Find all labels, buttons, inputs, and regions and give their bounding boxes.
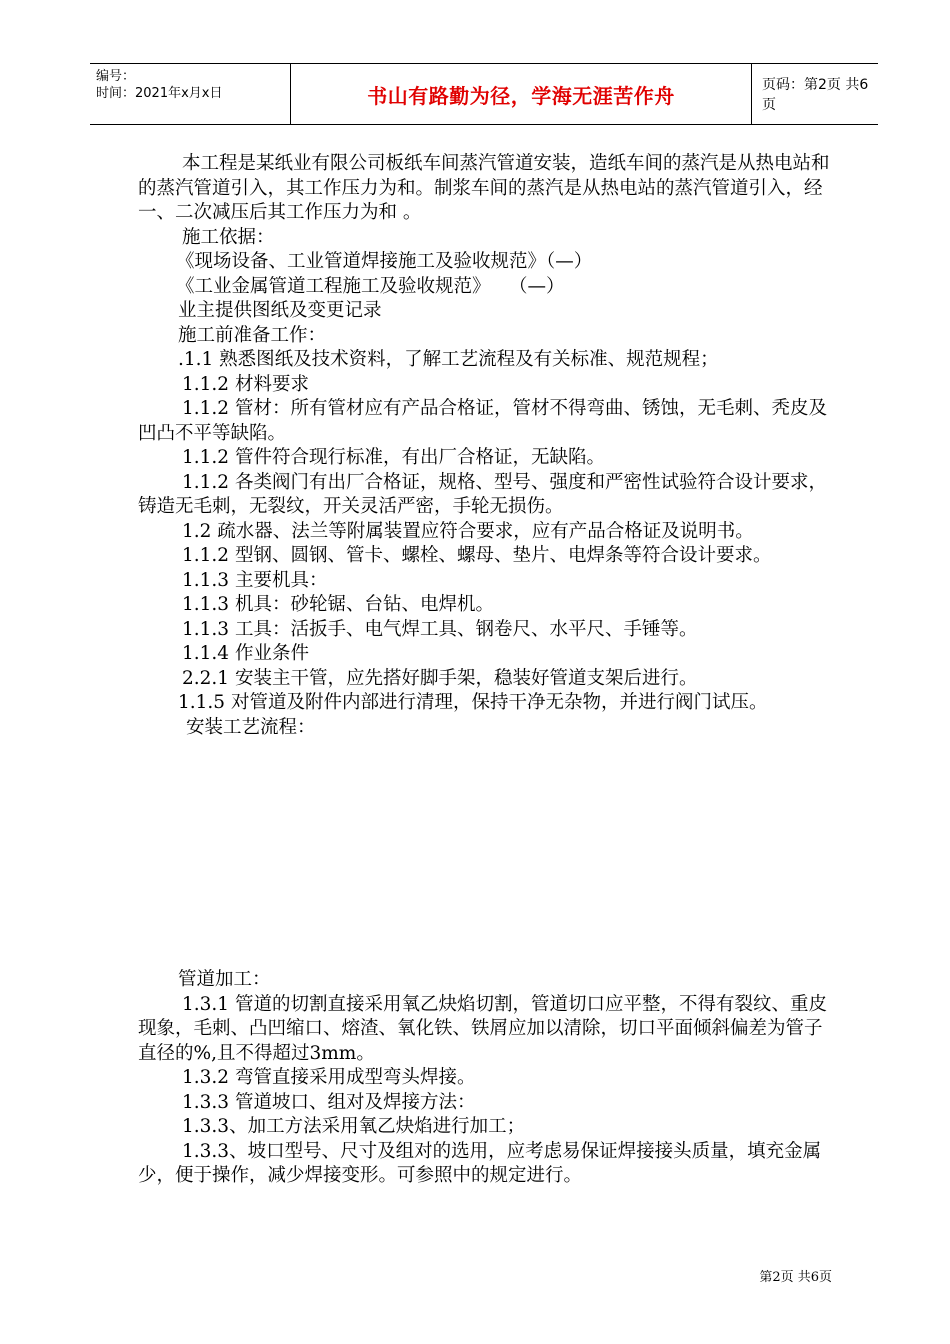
paragraph-item: .1.1 熟悉图纸及技术资料，了解工艺流程及有关标准、规范规程； [178,349,719,370]
time-label: 时间：2021年x月x日 [96,86,223,101]
paragraph-item: 1.3.3、加工方法采用氧乙炔焰进行加工； [182,1116,526,1137]
header-motto: 书山有路勤为径，学海无涯苦作舟 [290,64,752,124]
page-header [90,63,878,125]
page-footer: 第2页 共6页 [759,1270,832,1285]
paragraph-item: 1.1.3 主要机具： [182,569,328,591]
paragraph-heading: 施工前准备工作： [178,324,327,346]
paragraph: 业主提供图纸及变更记录 [178,300,382,321]
paragraph-standard: 《工业金属管道工程施工及验收规范》 （—） [176,275,565,297]
header-page-info: 页码：第2页 共6页 [762,77,869,113]
paragraph-item: 1.1.2 型钢、圆钢、管卡、螺栓、螺母、垫片、电焊条等符合设计要求。 [182,545,772,566]
paragraph-heading: 安装工艺流程： [186,716,316,738]
paragraph-item: 1.3.3 管道坡口、组对及焊接方法： [182,1091,476,1113]
flowchart-space [138,740,838,968]
document-body [138,152,838,1189]
paragraph-item: 1.1.2 管材：所有管材应有产品合格证，管材不得弯曲、锈蚀，无毛刺、秃皮及凹凸不平等缺陷。 [138,398,827,444]
paragraph-heading: 施工依据： [182,226,275,248]
paragraph-intro: 本工程是某纸业有限公司板纸车间蒸汽管道安装，造纸车间的蒸汽是从热电站和的蒸汽管道引入，其工作压力为和。制浆车间的蒸汽是从热电站的蒸汽管道引入，经一、二次减压后其工作压力为和 。 [138,153,830,223]
paragraph-item: 1.1.5 对管道及附件内部进行清理，保持干净无杂物，并进行阀门试压。 [178,692,768,713]
paragraph-item: 1.2 疏水器、法兰等附属装置应符合要求，应有产品合格证及说明书。 [182,520,754,542]
paragraph-item: 1.1.3 工具：活扳手、电气焊工具、钢卷尺、水平尺、手锤等。 [182,618,698,640]
paragraph-item: 1.1.2 管件符合现行标准，有出厂合格证，无缺陷。 [182,447,605,468]
paragraph-standard: 《现场设备、工业管道焊接施工及验收规范》（—） [176,251,593,272]
paragraph-heading: 管道加工： [178,969,271,990]
paragraph-item: 1.1.2 各类阀门有出厂合格证，规格、型号、强度和严密性试验符合设计要求，铸造无毛刺，无裂纹，开关灵活严密，手轮无损伤。 [138,471,827,517]
paragraph-item: 1.1.2 材料要求 [182,373,309,395]
paragraph-item: 1.1.3 机具：砂轮锯、台钻、电焊机。 [182,594,494,615]
paragraph-item: 1.3.2 弯管直接采用成型弯头焊接。 [182,1067,476,1088]
number-label: 编号： [96,69,136,84]
header-meta [90,64,290,124]
paragraph-item: 1.3.1 管道的切割直接采用氧乙炔焰切割，管道切口应平整，不得有裂纹、重皮现象，毛刺、凸凹缩口、熔渣、氧化铁、铁屑应加以清除，切口平面倾斜偏差为管子直径的%,且不得超过3mm。 [138,993,827,1064]
paragraph-item: 1.1.4 作业条件 [182,643,309,664]
paragraph-item: 1.3.3、坡口型号、尺寸及组对的选用，应考虑易保证焊接接头质量，填充金属少，便于操作，减少焊接变形。可参照中的规定进行。 [138,1140,822,1186]
paragraph-item: 2.2.1 安装主干管，应先搭好脚手架，稳装好管道支架后进行。 [182,667,698,689]
